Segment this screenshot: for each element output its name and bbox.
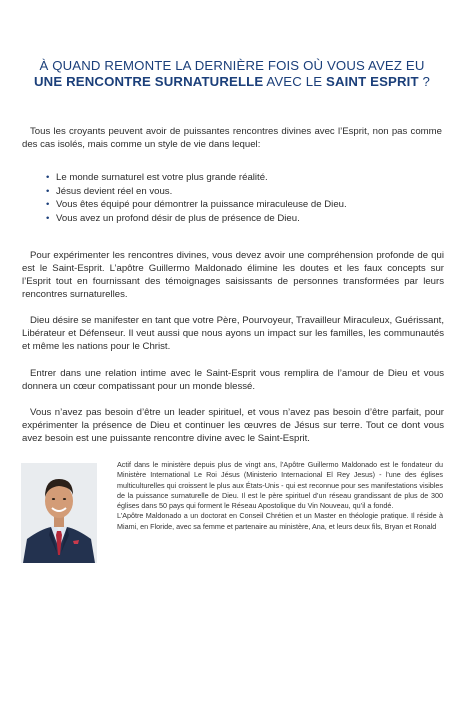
author-bio-paragraph-2: L’Apôtre Maldonado a un doctorat en Conseil Chrétien et un Master en théologie pratique. Il réside à Miami, en Floride, avec sa femme et partenaire au ministère, Ana, et leurs deux fils, Bryan et Ronald: [117, 511, 443, 531]
bullet-dot-icon: •: [46, 185, 50, 197]
bullet-dot-icon: •: [46, 212, 50, 224]
intro-paragraph: Tous les croyants peuvent avoir de puissantes rencontres divines avec l’Esprit, non pas comme des cas isolés, mais comme un style de vie dans lequel:: [22, 126, 442, 150]
bullet-text: Vous êtes équipé pour démontrer la puissance miraculeuse de Dieu.: [56, 199, 347, 211]
bullet-list: [46, 171, 347, 225]
headline-line-1: À QUAND REMONTE LA DERNIÈRE FOIS OÙ VOUS AVEZ EU: [39, 58, 425, 73]
author-photo: [21, 463, 97, 563]
bullet-dot-icon: •: [46, 199, 50, 211]
body-paragraph-relationship: Entrer dans une relation intime avec le Saint-Esprit vous remplira de l’amour de Dieu et vous donnera un cœur compatissant pour un monde blessé.: [22, 368, 444, 392]
body-paragraph-father: Dieu désire se manifester en tant que votre Père, Pourvoyeur, Travailleur Miraculeux, Guérissant, Libérateur et Défenseur. Il veut aussi que nous ayons un impact sur les familles, les communautés et même les nations pour le Christ.: [22, 315, 444, 352]
body-paragraph-encounters: Pour expérimenter les rencontres divines, vous devez avoir une compréhension profonde de qui est le Saint-Esprit. L’apôtre Guillermo Maldonado élimine les doutes et les faux concepts sur l’Esprit tout en fournissant des témoignages saisissants de personnes transformées par leurs rencontres surnaturelles.: [22, 250, 444, 300]
headline: [20, 58, 444, 90]
headline-emphasis-encounter: UNE RENCONTRE SURNATURELLE: [34, 74, 264, 89]
bullet-dot-icon: •: [46, 172, 50, 183]
bullet-item: [46, 185, 347, 199]
author-bio: [117, 460, 443, 532]
bullet-item: [46, 171, 347, 185]
bullet-item: [46, 212, 347, 226]
bullet-text: Vous avez un profond désir de plus de présence de Dieu.: [56, 212, 300, 224]
headline-question-mark: ?: [418, 74, 430, 89]
author-portrait-icon: [21, 463, 97, 563]
headline-emphasis-spirit: SAINT ESPRIT: [326, 74, 419, 89]
bullet-text: Jésus devient réel en vous.: [56, 185, 173, 197]
bullet-item: [46, 198, 347, 212]
author-bio-paragraph-1: Actif dans le ministère depuis plus de vingt ans, l’Apôtre Guillermo Maldonado est le fondateur du Ministère International Le Roi Jésus (Ministerio Internacional El Rey Jesus) - l’une des églises multiculturelles qui croissent le plus aux États-Unis - qui est reconnue pour ses manifestations visibles de la puissance surnaturelle de Dieu. Il est le père spirituel d’un réseau grandissant de plus de 300 églises dans 50 pays qui forment le Réseau Apostolique du Vin Nouveau, qu’il a fondé.: [117, 460, 443, 511]
headline-line-2: [20, 74, 444, 90]
headline-connector: AVEC LE: [263, 74, 326, 89]
body-paragraph-no-leader: Vous n’avez pas besoin d’être un leader spirituel, et vous n’avez pas besoin d’être parfait, pour expérimenter la présence de Dieu et continuer les œuvres de Jésus sur terre. Tout ce dont vous avez besoin est une puissante rencontre divine avec le Saint-Esprit.: [22, 407, 444, 444]
bullet-text: Le monde surnaturel est votre plus grande réalité.: [56, 172, 268, 183]
